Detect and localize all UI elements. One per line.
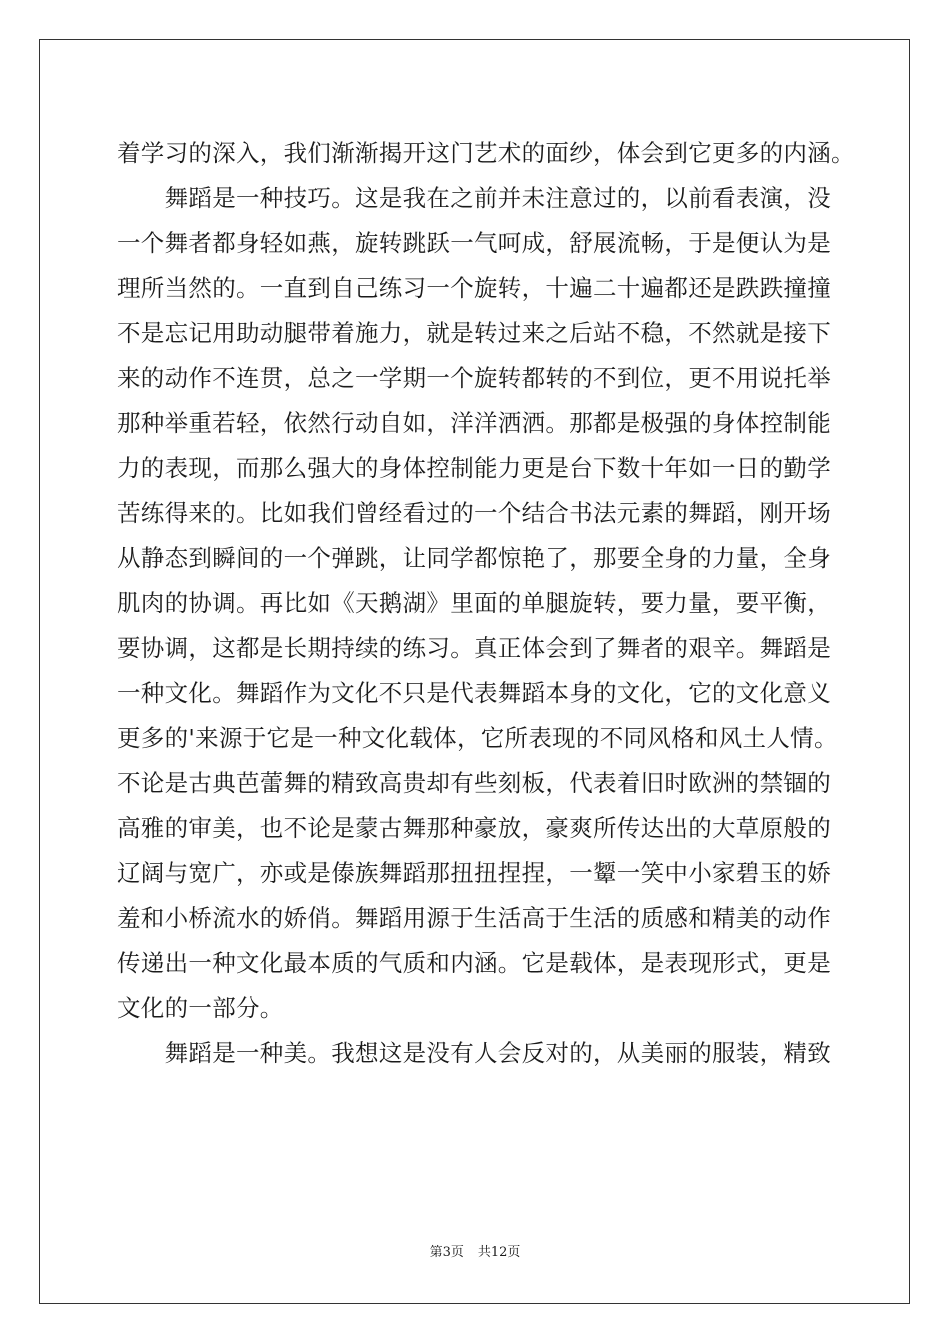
text-line: 舞蹈是一种技巧。这是我在之前并未注意过的，以前看表演，没 [117,184,831,212]
text-line: 舞蹈是一种美。我想这是没有人会反对的，从美丽的服装，精致 [117,1039,831,1067]
page-footer [0,1244,950,1262]
text-line: 羞和小桥流水的娇俏。舞蹈用源于生活高于生活的质感和精美的动作 [117,904,831,932]
text-line: 不论是古典芭蕾舞的精致高贵却有些刻板，代表着旧时欧洲的禁锢的 [117,769,831,797]
text-line: 传递出一种文化最本质的气质和内涵。它是载体，是表现形式，更是 [117,949,831,977]
text-line: 要协调，这都是长期持续的练习。真正体会到了舞者的艰辛。舞蹈是 [117,634,831,662]
text-line: 从静态到瞬间的一个弹跳，让同学都惊艳了，那要全身的力量，全身 [117,544,831,572]
text-line: 更多的'来源于它是一种文化载体，它所表现的不同风格和风土人情。 [117,724,838,752]
text-line: 不是忘记用助动腿带着施力，就是转过来之后站不稳，不然就是接下 [117,319,831,347]
text-line: 一种文化。舞蹈作为文化不只是代表舞蹈本身的文化，它的文化意义 [117,679,831,707]
text-line: 肌肉的协调。再比如《天鹅湖》里面的单腿旋转，要力量，要平衡， [117,589,831,617]
page-number: 第3页 [429,1245,464,1260]
page-total: 共12页 [477,1245,521,1260]
text-line: 苦练得来的。比如我们曾经看过的一个结合书法元素的舞蹈，刚开场 [117,499,831,527]
text-line: 来的动作不连贯，总之一学期一个旋转都转的不到位，更不用说托举 [117,364,831,392]
text-line: 那种举重若轻，依然行动自如，洋洋洒洒。那都是极强的身体控制能 [117,409,831,437]
text-line: 文化的一部分。 [117,994,284,1022]
text-line: 一个舞者都身轻如燕，旋转跳跃一气呵成，舒展流畅，于是便认为是 [117,229,831,257]
text-line: 着学习的深入，我们渐渐揭开这门艺术的面纱，体会到它更多的内涵。 [117,139,855,167]
text-line: 辽阔与宽广，亦或是傣族舞蹈那扭扭捏捏，一颦一笑中小家碧玉的娇 [117,859,831,887]
text-line: 理所当然的。一直到自己练习一个旋转，十遍二十遍都还是跌跌撞撞 [117,274,831,302]
text-line: 力的表现，而那么强大的身体控制能力更是台下数十年如一日的勤学 [117,454,831,482]
text-line: 高雅的审美，也不论是蒙古舞那种豪放，豪爽所传达出的大草原般的 [117,814,831,842]
